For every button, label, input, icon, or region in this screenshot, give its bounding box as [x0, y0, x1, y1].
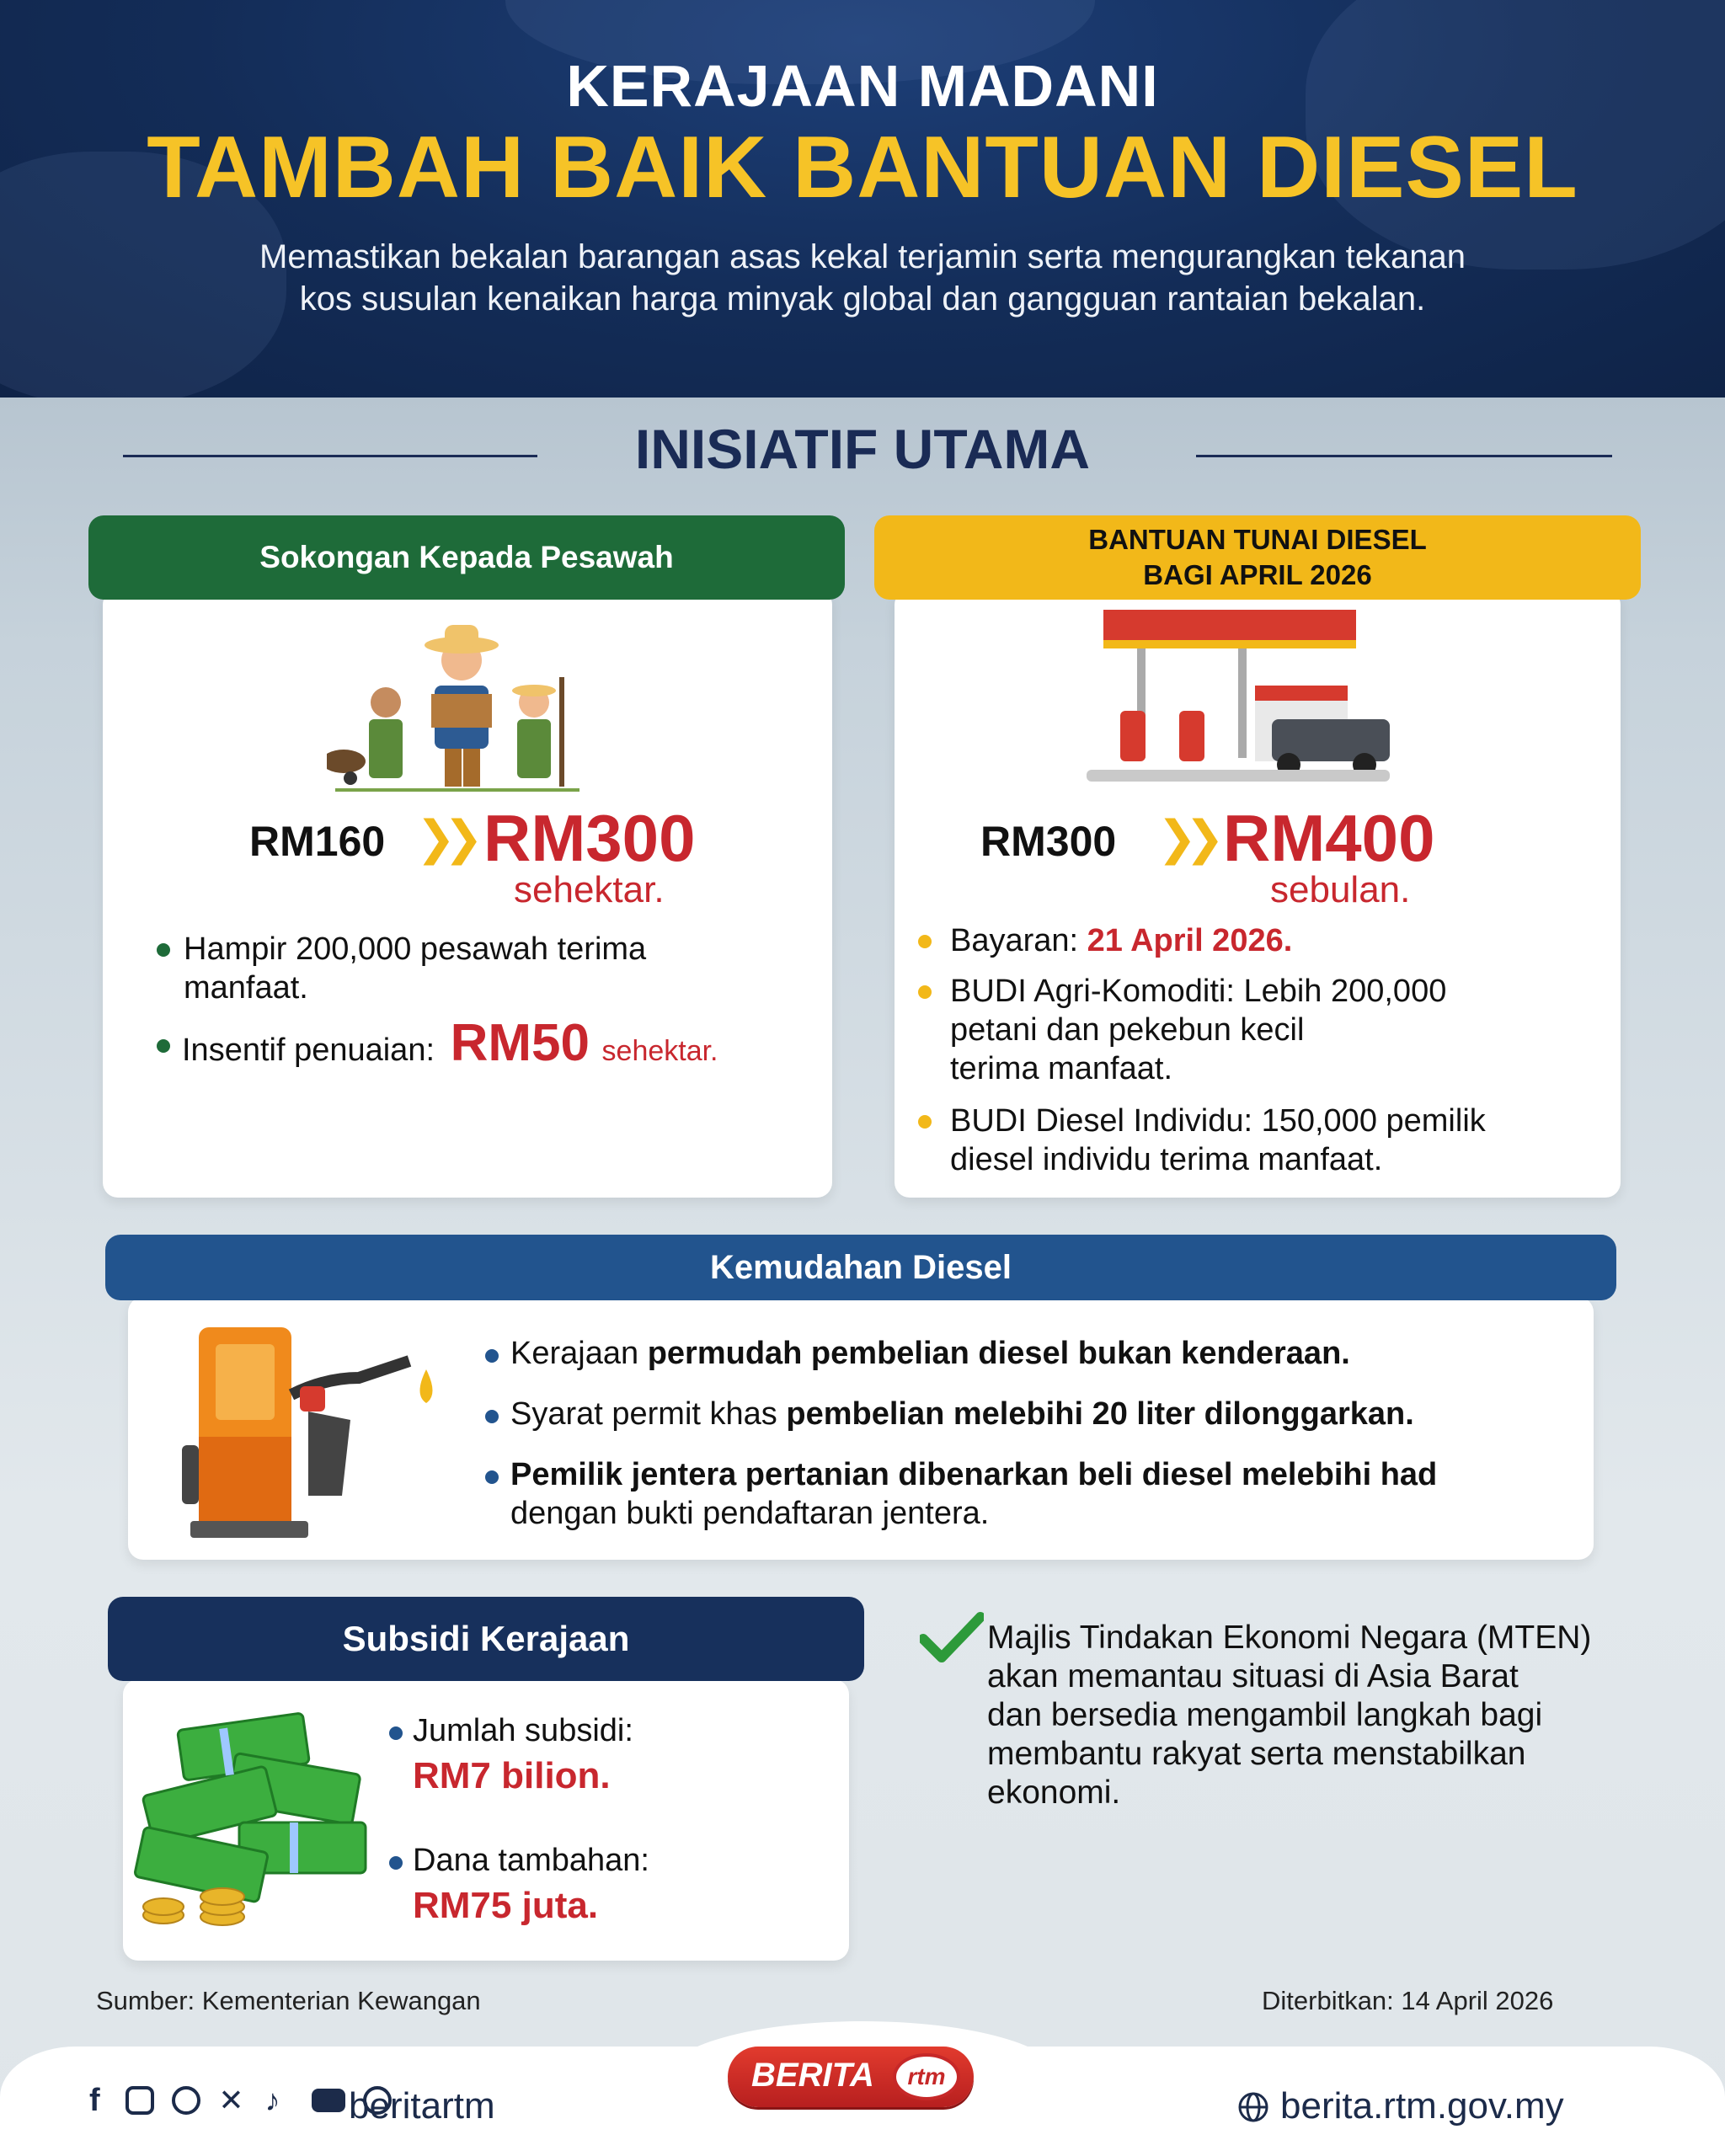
payment-label: Bayaran: [950, 923, 1079, 958]
subsidy-label: Jumlah subsidi: [413, 1713, 633, 1748]
bullet-line: BUDI Agri-Komoditi: Lebih 200,000 [950, 974, 1447, 1009]
logo-text: BERITA [751, 2057, 874, 2094]
source-credit: Sumber: Kementerian Kewangan [96, 1986, 481, 2015]
checkmark-icon [920, 1612, 984, 1664]
farmers-bullet-beneficiaries [184, 930, 646, 1007]
farmers-tab: Sokongan Kepada Pesawah [88, 515, 845, 600]
farmers-new-rate: RM300 [483, 801, 696, 875]
arrow-icon: ❯❯ [1157, 811, 1213, 864]
bullet-emphasis: Pemilik jentera pertanian dibenarkan beli diesel melebihi had [510, 1457, 1438, 1492]
farmers-rate-unit: sehektar. [514, 869, 665, 910]
header-title: KERAJAAN MADANI [566, 53, 1159, 119]
bullet-dot [389, 1856, 403, 1870]
bullet-line: manfaat. [184, 970, 308, 1006]
farmers-icon [327, 601, 579, 795]
bullet-dot [485, 1349, 499, 1363]
header-headline: TAMBAH BAIK BANTUAN DIESEL [147, 119, 1578, 216]
bullet-dot [389, 1726, 403, 1740]
subsidy-label: Dana tambahan: [413, 1843, 649, 1878]
bullet-dot [157, 1039, 170, 1053]
facility-bullet-3 [510, 1455, 1437, 1533]
cash-aid-tab [874, 515, 1641, 600]
header-banner [0, 0, 1725, 398]
bullet-text: Kerajaan [510, 1336, 639, 1371]
cash-aid-card [895, 590, 1621, 1198]
note-line: Majlis Tindakan Ekonomi Negara (MTEN) [987, 1620, 1592, 1656]
bullet-dot [485, 1470, 499, 1484]
bullet-dot [918, 935, 932, 948]
subsidy-bullet-total [413, 1711, 633, 1796]
subsidy-card [123, 1679, 849, 1961]
facility-tab: Kemudahan Diesel [105, 1235, 1616, 1300]
bullet-text: dengan bukti pendaftaran jentera. [510, 1496, 990, 1531]
facebook-icon[interactable]: f [89, 2083, 100, 2119]
youtube-icon[interactable] [312, 2089, 345, 2112]
cash-new-rate: RM400 [1223, 801, 1435, 875]
tab-line: BAGI APRIL 2026 [1143, 559, 1372, 590]
note-line: ekonomi. [987, 1774, 1121, 1811]
farmers-bullet-incentive [182, 1014, 718, 1072]
section-title: INISIATIF UTAMA [634, 418, 1091, 480]
subsidy-value: RM7 bilion. [413, 1755, 611, 1796]
logo-badge: rtm [893, 2053, 960, 2100]
x-icon[interactable]: ✕ [218, 2083, 244, 2118]
tiktok-icon[interactable]: ♪ [264, 2083, 280, 2118]
arrow-icon: ❯❯ [416, 811, 472, 864]
cash-bullet-agri [950, 972, 1446, 1088]
berita-rtm-logo[interactable] [728, 2047, 974, 2107]
incentive-unit: sehektar. [601, 1035, 718, 1067]
note-line: dan bersedia mengambil langkah bagi [987, 1697, 1543, 1733]
cash-bullet-individual [950, 1102, 1486, 1179]
farmers-old-rate: RM160 [249, 818, 386, 865]
payment-date: 21 April 2026. [1087, 923, 1293, 958]
facility-bullet-2 [510, 1395, 1414, 1433]
facility-bullet-1 [510, 1334, 1350, 1373]
social-handle[interactable]: beritartm [349, 2085, 495, 2127]
facility-card [128, 1297, 1594, 1560]
bullet-dot [918, 985, 932, 999]
incentive-label: Insentif penuaian: [182, 1033, 435, 1068]
subsidy-value: RM75 juta. [413, 1885, 599, 1926]
globe-icon [1236, 2090, 1270, 2124]
incentive-amount: RM50 [450, 1014, 590, 1072]
header-subtitle [101, 236, 1624, 320]
bullet-dot [918, 1115, 932, 1129]
bullet-line: diesel individu terima manfaat. [950, 1142, 1383, 1177]
cash-bullet-payment [950, 921, 1292, 960]
fuel-pump-icon [182, 1327, 468, 1546]
subtitle-line: Memastikan bekalan barangan asas kekal terjamin serta mengurangkan tekanan [259, 238, 1466, 275]
website-link[interactable]: berita.rtm.gov.my [1280, 2085, 1564, 2127]
petrol-station-icon [1087, 610, 1390, 787]
subsidy-tab: Subsidi Kerajaan [108, 1597, 864, 1681]
note-line: akan memantau situasi di Asia Barat [987, 1658, 1519, 1694]
money-stack-icon [130, 1705, 382, 1932]
publish-date: Diterbitkan: 14 April 2026 [1262, 1986, 1554, 2015]
farmers-card [103, 590, 832, 1198]
bullet-emphasis: pembelian melebihi 20 liter dilonggarkan. [786, 1396, 1414, 1432]
tab-line: BANTUAN TUNAI DIESEL [1088, 524, 1427, 555]
bullet-dot [485, 1410, 499, 1423]
cash-rate-unit: sebulan. [1270, 869, 1411, 910]
subsidy-bullet-additional [413, 1841, 649, 1925]
threads-icon[interactable] [172, 2086, 200, 2115]
bullet-line: terima manfaat. [950, 1051, 1172, 1086]
bullet-line: BUDI Diesel Individu: 150,000 pemilik [950, 1103, 1486, 1139]
subtitle-line: kos susulan kenaikan harga minyak global dan gangguan rantaian bekalan. [299, 280, 1426, 318]
mten-note [987, 1619, 1591, 1812]
bullet-dot [157, 943, 170, 957]
bullet-text: Syarat permit khas [510, 1396, 777, 1432]
note-line: membantu rakyat serta menstabilkan [987, 1736, 1526, 1772]
bullet-line: Hampir 200,000 pesawah terima [184, 931, 647, 967]
cash-old-rate: RM300 [980, 818, 1117, 865]
bullet-emphasis: permudah pembelian diesel bukan kenderaan. [647, 1336, 1350, 1371]
bullet-line: petani dan pekebun kecil [950, 1012, 1305, 1048]
instagram-icon[interactable] [126, 2086, 154, 2115]
